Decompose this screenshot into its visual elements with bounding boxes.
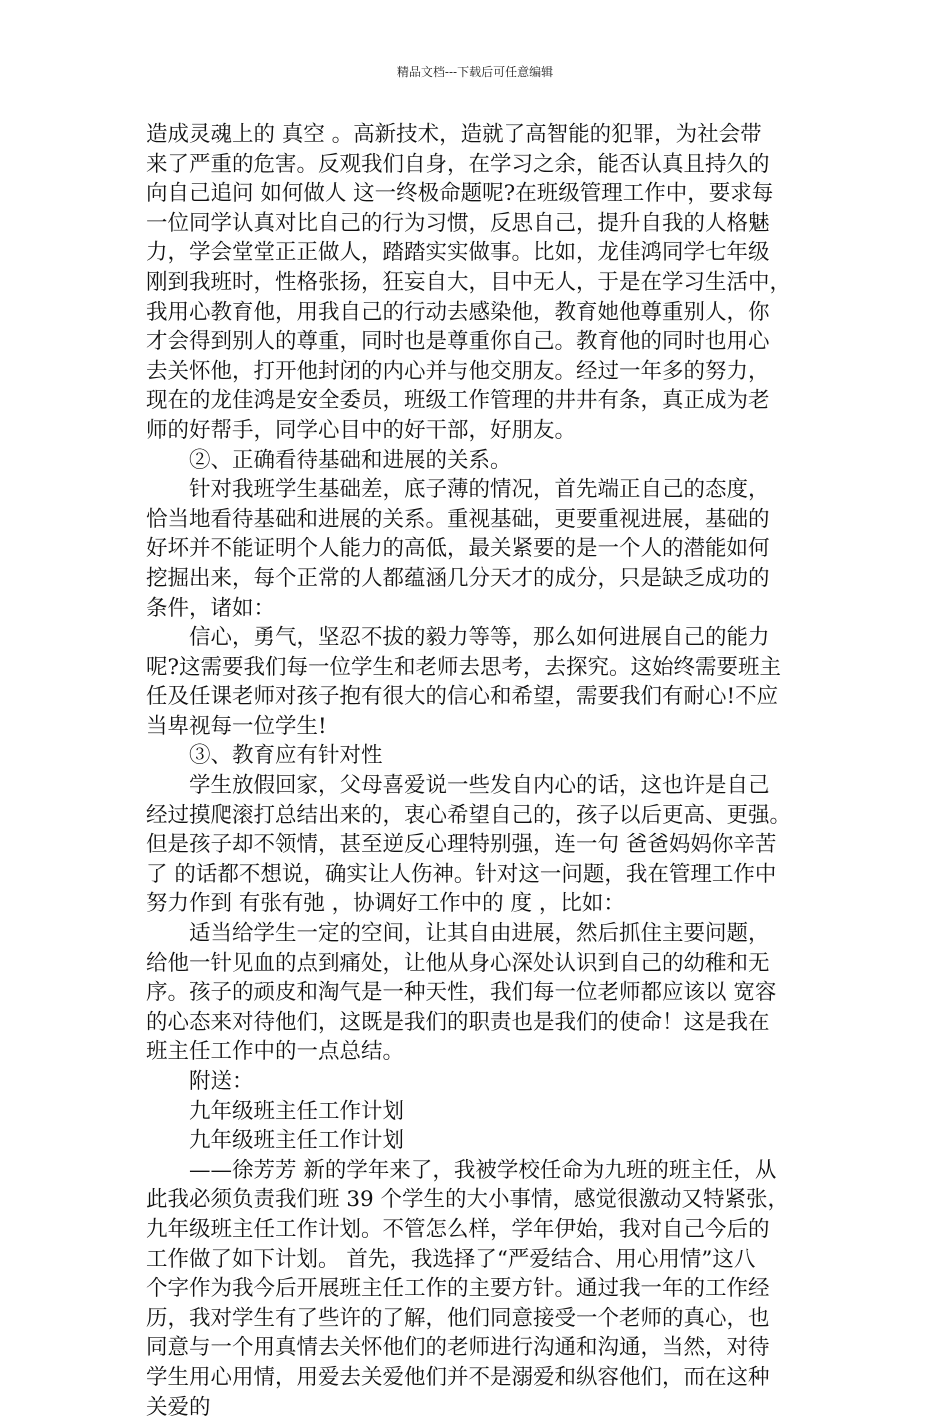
- paragraph: [146, 446, 826, 476]
- paragraph: [146, 1156, 826, 1186]
- text-line: 九年级班主任工作计划。不管怎么样，学年伊始，我对自己今后的: [146, 1216, 770, 1242]
- text-line: 但是孩子却不领情，甚至逆反心理特别强，连一句 爸爸妈妈你辛苦: [146, 832, 777, 858]
- text-line: 才会得到别人的尊重，同时也是尊重你自己。教育他的同时也用心: [146, 329, 770, 355]
- paragraph: [146, 801, 826, 919]
- paragraph: [146, 1126, 826, 1156]
- text-line: 九年级班主任工作计划: [189, 1128, 405, 1154]
- paragraph: [146, 741, 826, 771]
- text-line: ——徐芳芳 新的学年来了，我被学校任命为九班的班主任，从: [189, 1157, 777, 1183]
- paragraph: [146, 1067, 826, 1097]
- text-line: 学生用心用情，用爱去关爱他们并不是溺爱和纵容他们，而在这种: [146, 1364, 770, 1390]
- text-line: 适当给学生一定的空间，让其自由进展，然后抓住主要问题，: [189, 921, 770, 947]
- text-line: 针对我班学生基础差，底子薄的情况，首先端正自己的态度，: [189, 477, 770, 503]
- text-line: 挖掘出来，每个正常的人都蕴涵几分天才的成分，只是缺乏成功的: [146, 565, 770, 591]
- text-line: 附送：: [189, 1069, 254, 1094]
- paragraph: [146, 120, 826, 446]
- text-line: 呢?这需要我们每一位学生和老师去思考，去探究。这始终需要班主: [146, 654, 782, 680]
- text-line: ②、正确看待基础和进展的关系。: [189, 447, 512, 473]
- text-line: 一位同学认真对比自己的行为习惯，反思自己，提升自我的人格魅: [146, 210, 770, 236]
- text-line: 去关怀他，打开他封闭的内心并与他交朋友。经过一年多的努力，: [146, 358, 770, 384]
- text-line: 向自己追问 如何做人 这一终极命题呢?在班级管理工作中，要求每: [146, 181, 774, 207]
- text-line: 序。孩子的顽皮和淘气是一种天性，我们每一位老师都应该以 宽容: [146, 980, 777, 1006]
- text-line: 给他一针见血的点到痛处，让他从身心深处认识到自己的幼稚和无: [146, 950, 770, 976]
- text-line: 努力作到 有张有弛 ，协调好工作中的 度 ，比如：: [146, 891, 625, 917]
- paragraph: [146, 1185, 826, 1422]
- text-line: 任及任课老师对孩子抱有很大的信心和希望，需要我们有耐心!不应: [146, 684, 779, 710]
- text-line: 历，我对学生有了些许的了解，他们同意接受一个老师的真心，也: [146, 1305, 770, 1331]
- text-line: 力，学会堂堂正正做人，踏踏实实做事。比如，龙佳鸿同学七年级: [146, 240, 770, 266]
- paragraph: [146, 623, 826, 653]
- document-body: [146, 120, 826, 1422]
- text-line: 个字作为我今后开展班主任工作的主要方针。通过我一年的工作经: [146, 1276, 770, 1302]
- text-line: 的心态来对待他们，这既是我们的职责也是我们的使命！这是我在: [146, 1009, 770, 1035]
- text-line: 同意与一个用真情去关怀他们的老师进行沟通和沟通，当然，对待: [146, 1335, 770, 1361]
- paragraph: [146, 771, 826, 801]
- text-line: 条件，诸如：: [146, 595, 276, 621]
- text-line: 好坏并不能证明个人能力的高低，最关紧要的是一个人的潜能如何: [146, 536, 770, 562]
- text-line: 学生放假回家，父母喜爱说一些发自内心的话，这也许是自己: [189, 773, 770, 799]
- paragraph: [146, 949, 826, 1067]
- text-line: 来了严重的危害。反观我们自身，在学习之余，能否认真且持久的: [146, 151, 770, 177]
- text-line: 经过摸爬滚打总结出来的，衷心希望自己的，孩子以后更高、更强。: [146, 802, 792, 828]
- text-line: 关爱的: [146, 1394, 211, 1420]
- text-line: ③、教育应有针对性: [189, 743, 383, 769]
- text-line: 班主任工作中的一点总结。: [146, 1039, 405, 1065]
- text-line: 刚到我班时，性格张扬，狂妄自大，目中无人，于是在学习生活中，: [146, 269, 792, 295]
- text-line: 我用心教育他，用我自己的行动去感染他，教育她他尊重别人，你: [146, 299, 770, 325]
- paragraph: [146, 1097, 826, 1127]
- text-line: 恰当地看待基础和进展的关系。重视基础，更要重视进展，基础的: [146, 506, 770, 532]
- text-line: 了 的话都不想说，确实让人伤神。针对这一问题，我在管理工作中: [146, 861, 777, 887]
- paragraph: [146, 475, 826, 505]
- text-line: 九年级班主任工作计划: [189, 1098, 405, 1124]
- text-line: 信心，勇气，坚忍不拔的毅力等等，那么如何进展自己的能力: [189, 625, 770, 651]
- text-line: 工作做了如下计划。 首先，我选择了“严爱结合、用心用情”这八: [146, 1246, 756, 1272]
- text-line: 现在的龙佳鸿是安全委员，班级工作管理的井井有条，真正成为老: [146, 388, 770, 414]
- text-line: 造成灵魂上的 真空 。高新技术，造就了高智能的犯罪，为社会带: [146, 122, 762, 147]
- paragraph: [146, 505, 826, 623]
- paragraph: [146, 919, 826, 949]
- text-line: 师的好帮手，同学心目中的好干部，好朋友。: [146, 417, 577, 443]
- paragraph: [146, 653, 826, 742]
- text-line: 当卑视每一位学生!: [146, 713, 327, 739]
- text-line: 此我必须负责我们班 39 个学生的大小事情，感觉很激动又特紧张，: [146, 1187, 790, 1213]
- page-header: 精品文档---下载后可任意编辑: [396, 65, 554, 79]
